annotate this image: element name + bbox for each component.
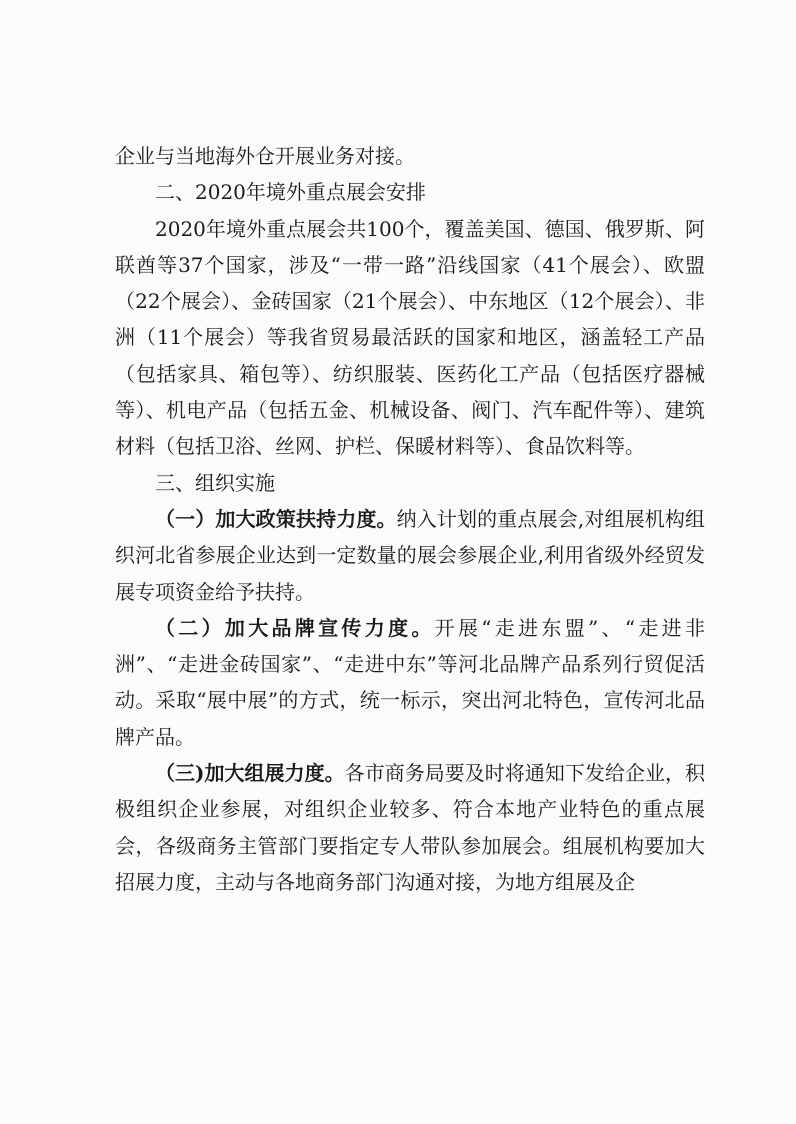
item-lead: （一）加大政策扶持力度。 (155, 506, 397, 531)
paragraph-continuation (115, 138, 705, 174)
heading-text: 二、2020年境外重点展会安排 (155, 180, 426, 205)
item-lead: （二）加大品牌宣传力度。 (155, 615, 435, 640)
item-lead: （三)加大组展力度。 (155, 761, 345, 786)
item-text: 开展“走进东盟”、“走进非洲”、“走进金砖国家”、“走进中东”等河北品牌产品系列行贸促活动。采取“展中展”的方式，统一标示，突出河北特色，宣传河北品牌产品。 (115, 615, 705, 749)
item-brand-promotion (115, 610, 705, 755)
section-heading-2 (115, 174, 705, 210)
item-text: 各市商务局要及时将通知下发给企业，积极组织企业参展，对组织企业较多、符合本地产业特色的重点展会，各级商务主管部门要指定专人带队参加展会。组展机构要加大招展力度，主动与各地商务部门沟通对接，为地方组展及企 (115, 761, 706, 894)
paragraph-exhibitions (115, 211, 705, 465)
document-body (115, 138, 705, 900)
item-text: 纳入计划的重点展会,对组展机构组织河北省参展企业达到一定数量的展会参展企业,利用省级外经贸发展专项资金给予扶持。 (115, 506, 706, 604)
paragraph-text: 2020年境外重点展会共100个，覆盖美国、德国、俄罗斯、阿联酋等37个国家，涉及“一带一路”沿线国家（41个展会）、欧盟（22个展会）、金砖国家（21个展会）、中东地区（12个展会）、非洲（11个展会）等我省贸易最活跃的国家和地区，涵盖轻工产品（包括家具、箱包等）、纺织服装、医药化工产品（包括医疗器械等）、机电产品（包括五金、机械设备、阀门、汽车配件等）、建筑材料（包括卫浴、丝网、护栏、保暖材料等）、食品饮料等。 (115, 216, 705, 459)
section-heading-3 (115, 465, 705, 501)
heading-text: 三、组织实施 (155, 470, 275, 495)
item-policy-support (115, 501, 705, 610)
item-exhibition-organization (115, 755, 705, 900)
paragraph-text: 企业与当地海外仓开展业务对接。 (115, 144, 415, 168)
